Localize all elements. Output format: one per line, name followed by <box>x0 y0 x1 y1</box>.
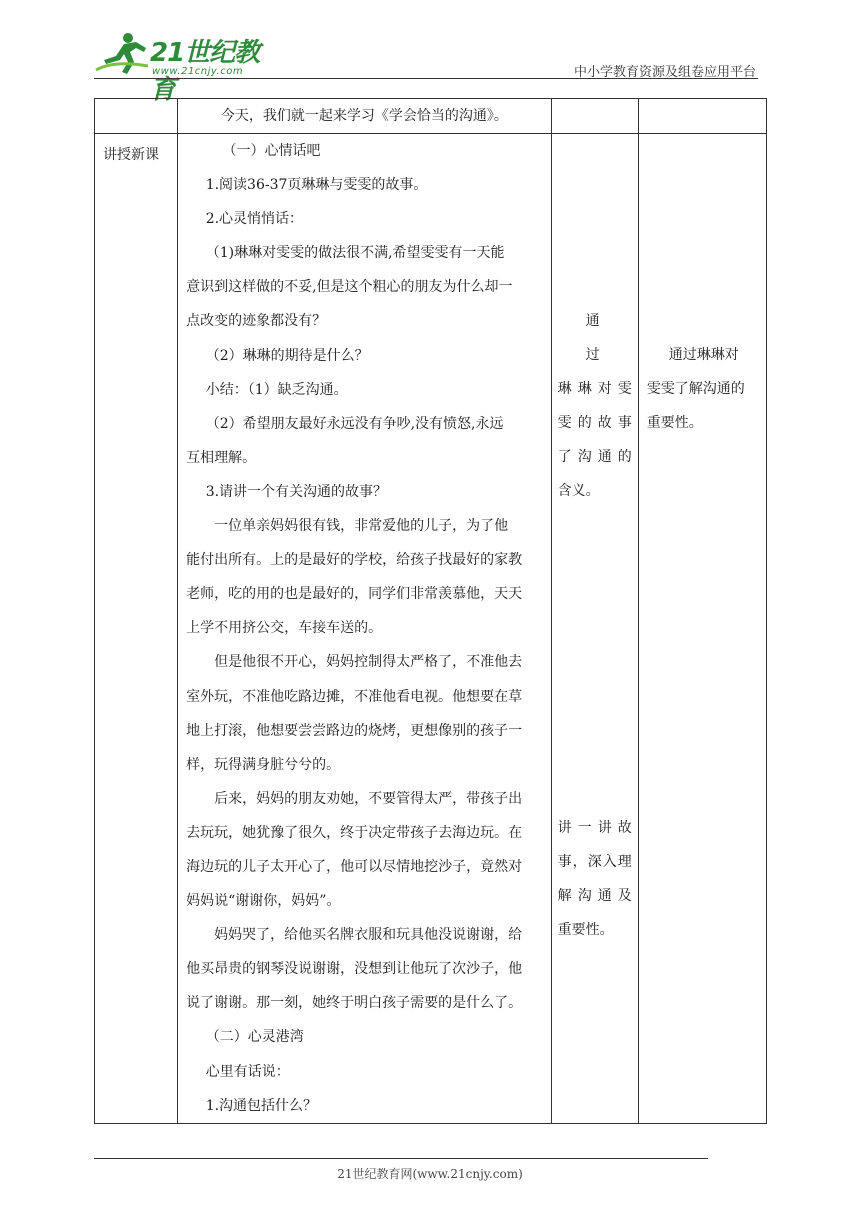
content-line: 1.沟通包括什么？ <box>205 1097 318 1114</box>
section-label-cell <box>95 134 178 1124</box>
intent-line: 含义。 <box>557 483 600 499</box>
note-line: 雯雯了解沟通的 <box>646 381 745 397</box>
intent-line: 重要性。 <box>557 922 614 938</box>
content-line: 去玩玩，她犹豫了很久，终于决定带孩子去海边玩。在 <box>186 824 523 841</box>
content-line: 妈妈说“谢谢你，妈妈”。 <box>186 893 341 910</box>
content-line: 地上打滚，他想要尝尝路边的烧烤，更想像别的孩子一 <box>186 722 523 739</box>
design-intent-cell <box>551 134 638 1124</box>
content-line: 妈妈哭了，给他买名牌衣服和玩具他没说谢谢，给 <box>214 927 523 944</box>
content-line: 互相理解。 <box>186 449 257 466</box>
design-intent-1 <box>558 304 632 508</box>
content-line: 海边玩的儿子太开心了，他可以尽情地挖沙子，竟然对 <box>186 858 523 875</box>
content-line: 2.心灵悄悄话： <box>205 211 304 228</box>
content-line: 老师，吃的用的也是最好的，同学们非常羡慕他，天天 <box>186 586 523 603</box>
intent-line: 事，深入理 <box>557 854 632 870</box>
content-line: 小结：（1）缺乏沟通。 <box>205 381 348 398</box>
section-label: 讲授新课 <box>103 147 159 163</box>
content-line: 他买昂贵的钢琴没说谢谢，没想到让他玩了次沙子，他 <box>186 961 523 978</box>
content-line: 心里有话说： <box>205 1063 290 1080</box>
content-line: 上学不用挤公交，车接车送的。 <box>186 620 383 637</box>
design-intent-2 <box>558 811 632 947</box>
content-line: （二）心灵港湾 <box>205 1029 304 1046</box>
page-footer: 21世纪教育网(www.21cnjy.com) <box>337 1167 523 1181</box>
intent-line: 解沟通及 <box>557 888 632 904</box>
note-line: 重要性。 <box>646 415 703 431</box>
content-line: 1.阅读36-37页琳琳与雯雯的故事。 <box>205 177 428 194</box>
table-row-intro <box>95 99 767 134</box>
header-divider <box>94 78 758 79</box>
logo-url: www.21cnjy.com <box>152 66 244 77</box>
lesson-content <box>178 134 551 1123</box>
content-line: （1)琳琳对雯雯的做法很不满,希望雯雯有一天能 <box>205 245 505 262</box>
content-line: （一）心情话吧 <box>222 143 321 159</box>
content-line: 意识到这样做的不妥,但是这个粗心的朋友为什么却一 <box>186 279 513 296</box>
intent-line: 雯的故事 <box>557 415 632 431</box>
platform-title: 中小学教育资源及组卷应用平台 <box>573 65 756 80</box>
cell-note-empty <box>638 99 766 134</box>
content-line: 点改变的迹象都没有？ <box>186 313 327 330</box>
notes-text <box>647 338 758 440</box>
intent-line: 通 过 <box>585 313 614 363</box>
content-line: 样，玩得满身脏兮兮的。 <box>186 756 341 773</box>
intent-line: 琳琳对雯 <box>557 381 632 397</box>
runner-logo-icon <box>94 30 150 76</box>
intent-line: 讲一讲故 <box>557 820 632 836</box>
cell-label-empty <box>95 99 178 134</box>
content-line: 能付出所有。上的是最好的学校，给孩子找最好的家教 <box>186 552 523 569</box>
lesson-content-cell <box>178 134 552 1124</box>
notes-cell <box>638 134 766 1124</box>
content-line: 3.请讲一个有关沟通的故事？ <box>205 483 388 500</box>
footer-divider <box>94 1158 708 1159</box>
content-line: 一位单亲妈妈很有钱，非常爱他的儿子，为了他 <box>214 518 509 535</box>
content-line: 室外玩，不准他吃路边摊，不准他看电视。他想要在草 <box>186 688 523 705</box>
page-header <box>0 0 860 105</box>
content-line: 说了谢谢。那一刻，她终于明白孩子需要的是什么了。 <box>186 995 523 1012</box>
content-line: （2）琳琳的期待是什么？ <box>205 347 369 364</box>
table-row-teaching <box>95 134 767 1124</box>
logo-text: 21世纪教育 <box>150 38 260 105</box>
content-line: 但是他很不开心，妈妈控制得太严格了，不准他去 <box>214 654 523 671</box>
content-line: （2）希望朋友最好永远没有争吵,没有愤怒,永远 <box>205 415 504 432</box>
note-line: 通过琳琳对 <box>668 347 739 363</box>
cell-aim-empty <box>551 99 638 134</box>
content-line: 后来，妈妈的朋友劝她，不要管得太严，带孩子出 <box>214 790 523 807</box>
site-logo <box>94 30 264 105</box>
intent-line: 了沟通的 <box>557 449 632 465</box>
intro-text: 今天，我们就一起来学习《学会恰当的沟通》。 <box>178 99 552 134</box>
lesson-table <box>94 98 767 1124</box>
